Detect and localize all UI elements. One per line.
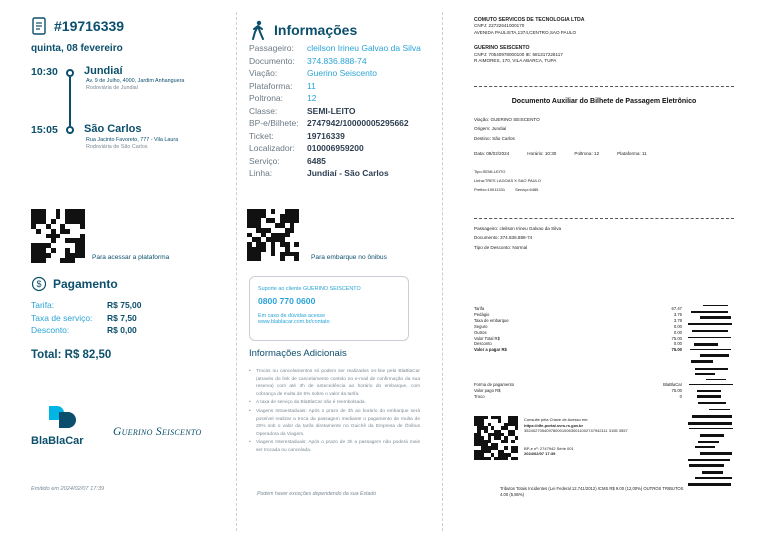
platform-qr-code — [31, 209, 85, 263]
payment-label: Desconto: — [31, 325, 70, 335]
dabpe-prefix-row — [474, 185, 734, 194]
support-box — [249, 276, 409, 341]
info-label: Poltrona: — [249, 93, 284, 103]
dollar-circle-icon — [31, 276, 47, 292]
additional-list — [249, 368, 420, 456]
info-label: Serviço: — [249, 155, 280, 166]
info-label: Plataforma: — [249, 80, 293, 91]
payment-rows — [31, 299, 142, 337]
payment-header — [31, 276, 118, 292]
info-value: 010006959200 — [307, 143, 364, 153]
info-row — [249, 80, 421, 93]
dabpe-schedule — [474, 151, 734, 157]
dabpe-plataforma: Plataforma: 11 — [617, 151, 647, 157]
info-value: 11 — [307, 80, 316, 91]
info-value: 12 — [307, 93, 317, 103]
value-label: Seguro — [474, 323, 488, 329]
support-phone[interactable]: 0800 770 0600 — [258, 296, 316, 306]
timeline-line — [69, 77, 71, 126]
info-rows — [249, 42, 421, 180]
value-amount: 3.78 — [673, 317, 682, 323]
operator-logo: Guerino Seiscento — [113, 426, 202, 438]
value-amount: 0.00 — [673, 323, 682, 329]
consulta-text: Consulte pela Chave de Acesso em: — [524, 417, 589, 422]
info-row — [249, 142, 421, 155]
dabpe-qr-code — [474, 416, 518, 460]
info-label: Documento: — [249, 55, 295, 66]
payment-row — [31, 312, 142, 325]
dabpe-documento: Documento: 374.836.888-74 — [474, 235, 533, 241]
dabpe-consulta — [524, 417, 684, 457]
blablacar-logo — [31, 404, 101, 447]
company1-address: AVENIDA PAULISTA,1374,CENTRO,SAO PAULO — [474, 29, 577, 35]
info-label: Ticket: — [249, 130, 274, 141]
info-label: Linha: — [249, 168, 273, 178]
trip-date: quinta, 08 fevereiro — [31, 43, 123, 54]
payment-total: Total: R$ 82,50 — [31, 349, 112, 361]
blablacar-mark-icon — [45, 404, 79, 428]
separator — [474, 218, 734, 219]
value-label: Outros — [474, 329, 487, 335]
ticket-icon — [31, 17, 47, 35]
dabpe-linha: Linha:TRES LAGOAS X SAO PAULO — [474, 177, 541, 183]
pay-label: Forma de pagamento — [474, 382, 515, 387]
walking-person-icon — [249, 20, 267, 40]
additional-item: • Viagens Intraestaduais: Após o prazo de 3h ao horário do embarque será possível realizar a troca da passagem mediante o pagamento de multa de 20% sob o valor da tarifa diretamente no Guichê da Empresa de Ônibus Operadora da Viagem. — [249, 408, 420, 438]
dabpe-tipo: Tipo:SEMI-LEITO — [474, 168, 506, 174]
dabpe-origem: Origem: Jundiaí — [474, 126, 507, 132]
pay-label: Troco — [474, 393, 485, 399]
payment-title: Pagamento — [53, 277, 118, 291]
value-label: Valor Total R$ — [474, 335, 500, 341]
payment-label: Taxa de serviço: — [31, 312, 93, 323]
support-title: Suporte ao cliente GUERINO SEISCENTO — [258, 286, 361, 292]
value-amount: 0.00 — [673, 341, 682, 347]
info-row — [249, 130, 421, 143]
dabpe-trip — [474, 117, 734, 194]
value-label: Taxa de embarque — [474, 317, 509, 323]
payment-row — [31, 324, 142, 337]
info-value: 2747942/10000005295662 — [307, 118, 409, 128]
info-row — [249, 42, 421, 55]
tributos: Tributos Totais Incidentes (Lei Federal 12.741/2012) ICMS R$ 9.00 (12,00%) OUTROS TRIBUTOS 4.00 (5,86%) — [500, 486, 684, 497]
departure-city: Jundiaí — [84, 65, 123, 77]
dabpe-horario: Horário: 10:30 — [527, 151, 557, 157]
consulta-url[interactable]: https://dfe-portal.svrs.rs.gov.br — [524, 422, 584, 428]
boarding-qr-code — [247, 209, 299, 261]
additional-item: • Trocas ou cancelamentos só podem ser realizados on-line pela BlaBlaCar (através do link de cancelamento contido no e-mail de confirmação da sua reserva) com até 3h de antecedência ao horário do embarque, com cobrança de multa de 5% sobre o valor da tarifa. — [249, 368, 420, 398]
info-label: Passageiro: — [249, 43, 294, 53]
additional-note: Podem haver exceções dependendo da sua Estado — [257, 491, 377, 497]
arrival-address: Rua Jacinto Favoreto, 777 - Vila Laura — [86, 137, 179, 143]
blablacar-wordmark: BlaBlaCar — [31, 435, 84, 447]
pay-label: Valor pago R$ — [474, 387, 501, 393]
company2-cnpj: CNPJ: 70540978000100 IE: 681317228117 — [474, 51, 563, 57]
info-row — [249, 117, 421, 130]
pay-row — [474, 394, 682, 400]
arrival-time: 15:05 — [31, 124, 58, 136]
value-amount: 0.00 — [673, 329, 682, 335]
arrival-dot — [66, 126, 74, 134]
value-label: Tarifa — [474, 306, 485, 311]
dabpe-data: Data: 08/02/2024 — [474, 151, 510, 157]
info-row — [249, 92, 421, 105]
pay-amount: BlaBlaCar — [663, 382, 682, 387]
separator — [474, 86, 734, 87]
info-row — [249, 55, 421, 68]
value-label: Valor a pagar R$ — [474, 347, 507, 353]
info-label: Localizador: — [249, 143, 295, 153]
dabpe-desconto: Tipo de Desconto: Normal — [474, 244, 528, 250]
info-label: Classe: — [249, 105, 278, 116]
pay-amount: 0 — [679, 393, 682, 399]
dabpe-servico: Serviço:6485 — [515, 186, 539, 192]
company2-address: R AIMORES, 170, VILA ABARCA, TUPA — [474, 58, 557, 64]
dabpe-values — [474, 306, 682, 353]
value-amount: 75.00 — [671, 347, 682, 353]
company2-name: GUERINO SEISCENTO — [474, 45, 530, 52]
company1-cnpj: CNPJ: 22722641000170 — [474, 23, 525, 29]
info-row — [249, 155, 421, 168]
info-header — [249, 20, 357, 40]
info-row — [249, 105, 421, 118]
departure-station: Rodoviária de Jundiaí — [86, 85, 139, 91]
company1-name: COMUTO SERVICOS DE TECNOLOGIA LTDA — [474, 17, 585, 23]
info-value: cleilson Irineu Galvao da Silva — [307, 43, 421, 53]
payment-row — [31, 299, 142, 312]
info-value: 374.836.888-74 — [307, 55, 367, 66]
value-row — [474, 347, 682, 353]
value-label: Desconto — [474, 341, 492, 347]
ticket-header — [31, 17, 124, 35]
info-value: SEMI-LEITO — [307, 105, 356, 116]
bpe-date: 2024/02/07 17:39 — [524, 451, 556, 456]
column-divider — [236, 12, 237, 531]
info-label: Viação: — [249, 68, 278, 78]
value-amount: 75.00 — [671, 335, 682, 341]
dabpe-companies — [474, 17, 734, 64]
dabpe-title: Documento Auxiliar do Bilhete de Passagem Eletrônico — [511, 98, 697, 105]
ticket-number: #19716339 — [54, 18, 125, 34]
info-value: 19716339 — [307, 130, 345, 141]
dabpe-poltrona: Poltrona: 12 — [574, 151, 600, 157]
payment-value: R$ 0,00 — [107, 325, 137, 335]
support-url[interactable]: www.blablacar.com.br/contato — [258, 319, 330, 325]
dabpe-passenger — [474, 226, 734, 251]
value-amount: 3.75 — [673, 311, 682, 317]
departure-time: 10:30 — [31, 66, 58, 78]
pay-amount: 75.00 — [671, 387, 682, 393]
info-value: Guerino Seiscento — [307, 68, 377, 78]
svg-text:$: $ — [36, 279, 42, 289]
info-row — [249, 167, 421, 180]
issued-date: Emitido em 2024/02/07 17:39 — [31, 486, 105, 492]
access-key: 35240270540978000100630011002747942111 3155 3557 — [524, 428, 628, 433]
dabpe-payment — [474, 382, 682, 400]
additional-item: • A taxa de serviço da BlaBlaCar não é reembolsada. — [249, 399, 420, 407]
info-title: Informações — [274, 22, 358, 38]
dabpe-viacao: Viação: GUERINO SEISCENTO — [474, 117, 540, 122]
dabpe-passageiro: Passageiro: cleilson Irineu Galvao da Silva — [474, 226, 562, 231]
info-row — [249, 67, 421, 80]
departure-address: Av. 9 de Julho, 4000, Jardim Anhanguera — [86, 78, 185, 84]
departure-dot — [66, 69, 74, 77]
dabpe-destino: Destino: São Carlos — [474, 135, 515, 141]
payment-value: R$ 7,50 — [107, 312, 137, 323]
arrival-station: Rodoviária de São Carlos — [86, 144, 148, 150]
column-divider — [442, 12, 443, 531]
support-doubts: Em caso de dúvidas acesse — [258, 313, 326, 319]
boarding-qr-label: Para embarque no ônibus — [311, 254, 387, 261]
payment-label: Tarifa: — [31, 300, 55, 310]
dabpe-prefixo: Prefixo:19011331 — [474, 186, 506, 192]
info-value: 6485 — [307, 155, 326, 166]
info-label: BP-e/Bilhete: — [249, 118, 299, 128]
arrival-city: São Carlos — [84, 123, 142, 135]
platform-qr-label: Para acessar a plataforma — [92, 254, 170, 261]
info-value: Jundiaí - São Carlos — [307, 168, 389, 178]
payment-value: R$ 75,00 — [107, 300, 142, 310]
value-amount: 67.47 — [671, 306, 682, 311]
additional-title: Informações Adicionais — [249, 348, 347, 359]
value-label: Pedágio — [474, 311, 490, 317]
bpe-number: BP-e nº: 2747942 Série 001 — [524, 445, 574, 451]
vertical-barcode — [688, 305, 734, 491]
additional-item: • Viagens Interestaduais: Após o prazo de 3h a passagem não poderá mais ser trocada ou cancelada. — [249, 439, 420, 454]
